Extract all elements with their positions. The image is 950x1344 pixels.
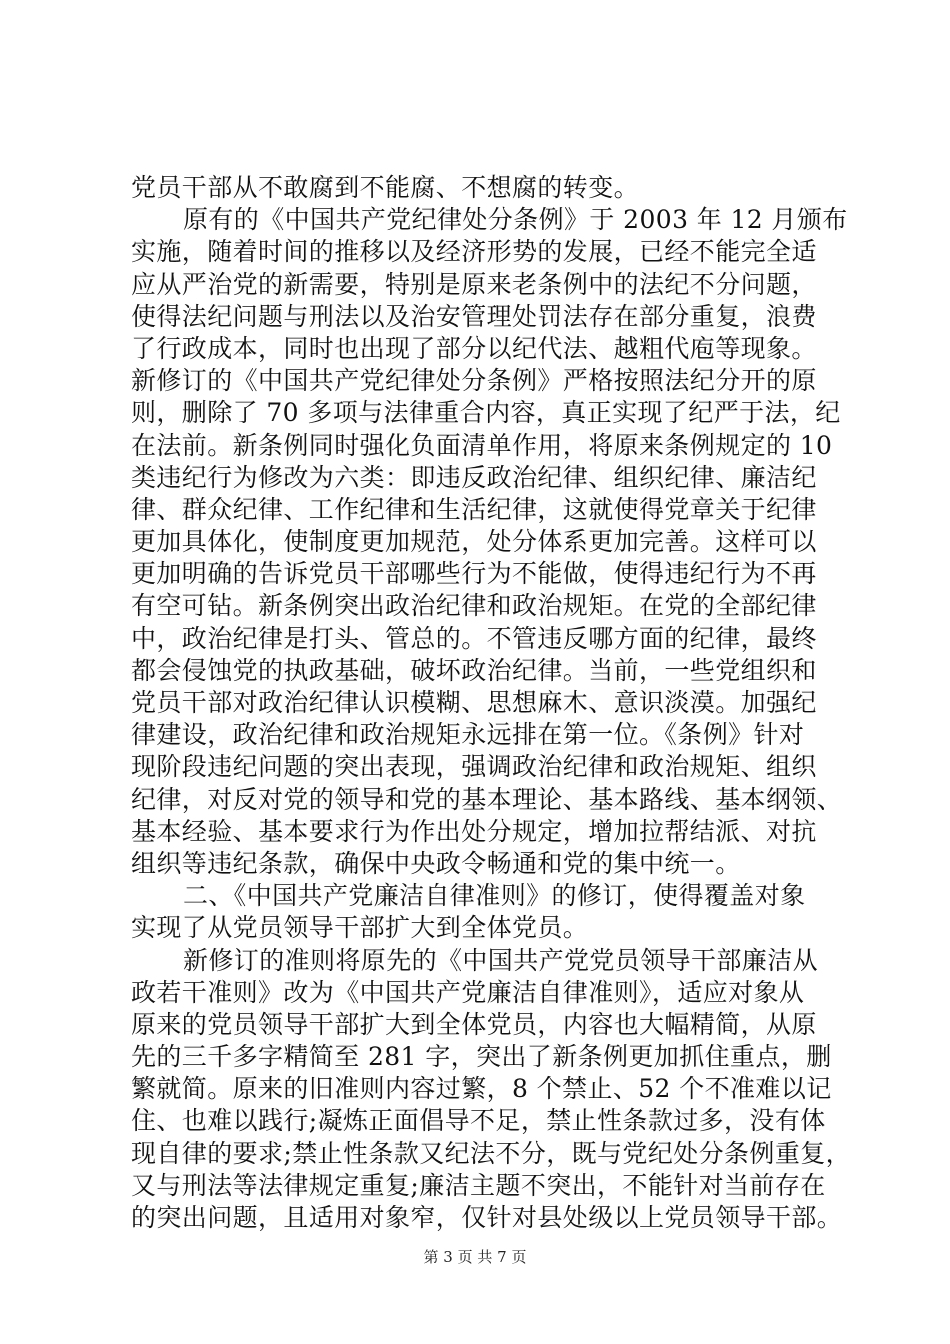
text-line: 中，政治纪律是打头、管总的。不管违反哪方面的纪律，最终 <box>131 623 817 653</box>
text-line: 有空可钻。新条例突出政治纪律和政治规矩。在党的全部纪律 <box>131 591 817 621</box>
text-line: 使得法纪问题与刑法以及治安管理处罚法存在部分重复，浪费 <box>131 301 817 331</box>
text-line: 实施，随着时间的推移以及经济形势的发展，已经不能完全适 <box>131 237 817 267</box>
text-line: 则，删除了 70 多项与法律重合内容，真正实现了纪严于法，纪 <box>131 398 841 428</box>
text-line: 原来的党员领导干部扩大到全体党员，内容也大幅精简，从原 <box>131 1009 817 1039</box>
text-line: 的突出问题，且适用对象窄，仅针对县处级以上党员领导干部。 <box>131 1203 843 1232</box>
text-line: 都会侵蚀党的执政基础，破坏政治纪律。当前，一些党组织和 <box>131 655 817 685</box>
text-line: 更加明确的告诉党员干部哪些行为不能做，使得违纪行为不再 <box>131 559 817 589</box>
text-line: 党员干部从不敢腐到不能腐、不想腐的转变。 <box>131 173 640 202</box>
text-line: 组织等违纪条款，确保中央政令畅通和党的集中统一。 <box>131 848 741 878</box>
text-line: 实现了从党员领导干部扩大到全体党员。 <box>131 913 589 943</box>
text-line: 应从严治党的新需要，特别是原来老条例中的法纪不分问题， <box>131 269 817 299</box>
text-line: 先的三千多字精简至 281 字，突出了新条例更加抓住重点，删 <box>131 1042 832 1072</box>
text-line: 又与刑法等法律规定重复;廉洁主题不突出，不能针对当前存在 <box>131 1170 826 1200</box>
text-line: 现阶段违纪问题的突出表现，强调政治纪律和政治规矩、组织 <box>131 752 817 782</box>
text-line: 基本经验、基本要求行为作出处分规定，增加拉帮结派、对抗 <box>131 816 817 846</box>
text-line: 现自律的要求;禁止性条款又纪法不分，既与党纪处分条例重复， <box>131 1138 852 1168</box>
text-line: 住、也难以践行;凝炼正面倡导不足，禁止性条款过多，没有体 <box>131 1106 826 1136</box>
text-line: 了行政成本，同时也出现了部分以纪代法、越粗代庖等现象。 <box>131 333 817 363</box>
text-line: 政若干准则》改为《中国共产党廉洁自律准则》，适应对象从 <box>131 977 805 1007</box>
text-line: 律、群众纪律、工作纪律和生活纪律，这就使得党章关于纪律 <box>131 494 817 524</box>
body-text <box>131 172 852 1234</box>
text-line: 在法前。新条例同时强化负面清单作用，将原来条例规定的 10 <box>131 430 833 460</box>
text-line: 繁就简。原来的旧准则内容过繁，8 个禁止、52 个不准难以记 <box>131 1074 832 1104</box>
text-line: 二、《中国共产党廉洁自律准则》的修订，使得覆盖对象 <box>183 881 806 911</box>
text-line: 原有的《中国共产党纪律处分条例》于 2003 年 12 月颁布 <box>183 205 848 235</box>
text-line: 新修订的准则将原先的《中国共产党党员领导干部廉洁从 <box>183 945 819 975</box>
text-line: 新修订的《中国共产党纪律处分条例》严格按照法纪分开的原 <box>131 366 817 396</box>
text-line: 律建设，政治纪律和政治规矩永远排在第一位。《条例》针对 <box>131 720 805 750</box>
page-footer: 第 3 页 共 7 页 <box>423 1248 527 1266</box>
text-line: 纪律，对反对党的领导和党的基本理论、基本路线、基本纲领、 <box>131 784 843 814</box>
text-line: 类违纪行为修改为六类：即违反政治纪律、组织纪律、廉洁纪 <box>131 462 817 492</box>
text-line: 更加具体化，使制度更加规范，处分体系更加完善。这样可以 <box>131 527 817 557</box>
text-line: 党员干部对政治纪律认识模糊、思想麻木、意识淡漠。加强纪 <box>131 688 817 717</box>
